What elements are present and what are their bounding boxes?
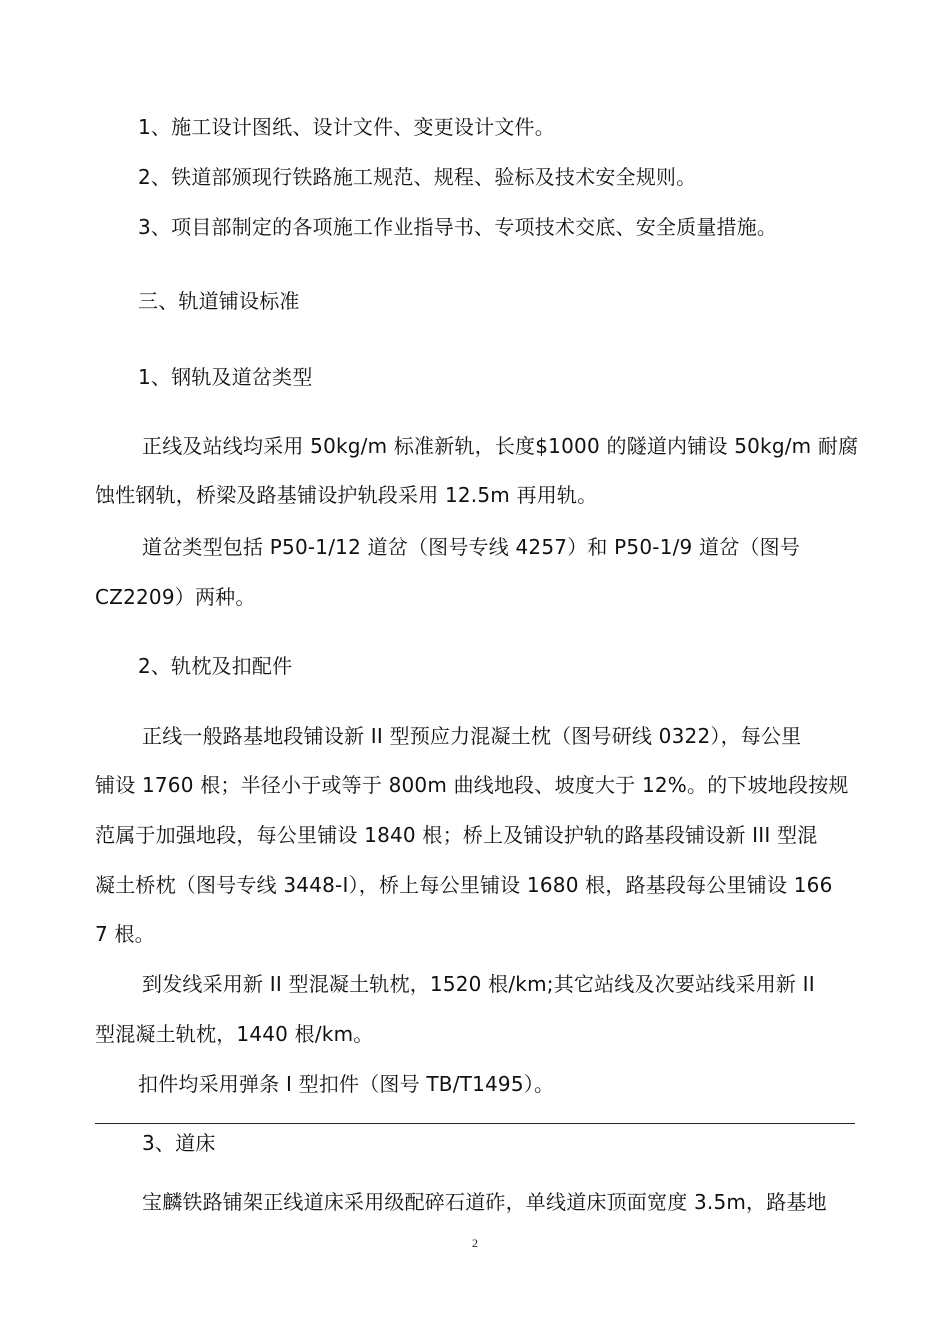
basis-item-2: 2、铁道部颁现行铁路施工规范、规程、验标及技术安全规则。 [138, 165, 697, 189]
sleepers-paragraph-1-line-5: 7 根。 [95, 922, 155, 946]
basis-item-1: 1、施工设计图纸、设计文件、变更设计文件。 [138, 115, 555, 139]
sleepers-paragraph-2-line-2: 型混凝土轨枕，1440 根/km。 [95, 1022, 374, 1046]
horizontal-rule [95, 1123, 855, 1124]
ballast-bed-paragraph: 宝麟铁路铺架正线道床采用级配碎石道砟，单线道床顶面宽度 3.5m，路基地 [142, 1190, 827, 1214]
ballast-bed-heading: 3、道床 [142, 1131, 216, 1155]
sleepers-paragraph-1-line-3: 范属于加强地段，每公里铺设 1840 根；桥上及铺设护轨的路基段铺设新 III 型混 [95, 823, 818, 847]
sleepers-paragraph-1-line-1: 正线一般路基地段铺设新 II 型预应力混凝土枕（图号研线 0322），每公里 [142, 724, 802, 748]
sleepers-paragraph-2-line-1: 到发线采用新 II 型混凝土轨枕，1520 根/km;其它站线及次要站线采用新 II [142, 972, 815, 996]
rail-paragraph-1-line-2: 蚀性钢轨，桥梁及路基铺设护轨段采用 12.5m 再用轨。 [95, 483, 598, 507]
turnout-paragraph-line-1: 道岔类型包括 P50-1/12 道岔（图号专线 4257）和 P50-1/9 道岔（图号 [142, 535, 801, 559]
sleepers-heading: 2、轨枕及扣配件 [138, 654, 293, 678]
sleepers-paragraph-1-line-2: 铺设 1760 根；半径小于或等于 800m 曲线地段、坡度大于 12%。的下坡地段按规 [95, 773, 849, 797]
rail-paragraph-1-line-1: 正线及站线均采用 50kg/m 标准新轨，长度$1000 的隧道内铺设 50kg/m 耐腐 [142, 434, 859, 458]
section-three-heading: 三、轨道铺设标准 [138, 289, 300, 313]
page-number: 2 [472, 1236, 478, 1250]
rail-heading: 1、钢轨及道岔类型 [138, 365, 313, 389]
turnout-paragraph-line-2: CZ2209）两种。 [95, 585, 256, 609]
fastener-paragraph: 扣件均采用弹条 I 型扣件（图号 TB/T1495）。 [138, 1072, 555, 1096]
sleepers-paragraph-1-line-4: 凝土桥枕（图号专线 3448-I），桥上每公里铺设 1680 根，路基段每公里铺设 166 [95, 873, 833, 897]
basis-item-3: 3、项目部制定的各项施工作业指导书、专项技术交底、安全质量措施。 [138, 215, 778, 239]
